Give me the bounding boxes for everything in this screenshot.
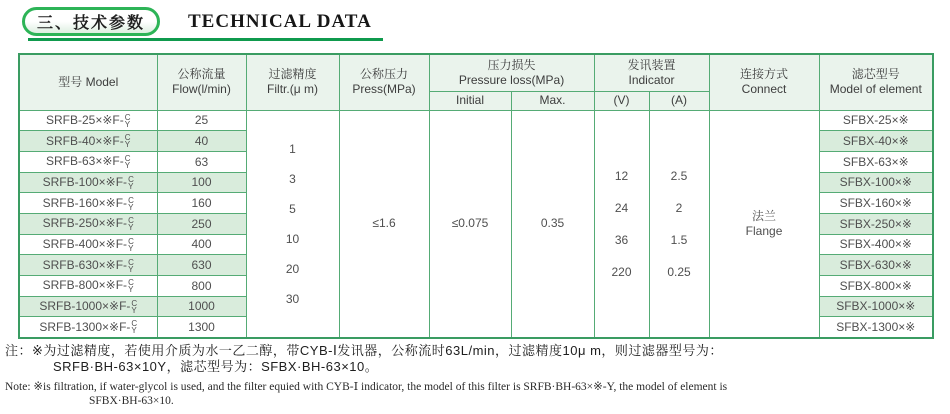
indicator-amps-values: 2.5 2 1.5 0.25: [667, 168, 691, 279]
flow-cell: 800: [157, 276, 246, 297]
loss-initial-cell: ≤0.075: [429, 110, 511, 338]
model-suffix: C Y: [128, 195, 134, 212]
col-header-pressure: 公称压力 Press(MPa): [339, 54, 429, 110]
element-cell: SFBX-630×※: [819, 255, 933, 276]
flow-cell: 100: [157, 172, 246, 193]
page-title: TECHNICAL DATA: [188, 11, 372, 32]
col-header-model: [19, 54, 157, 110]
col-header-indicator: 发讯装置 Indicator: [594, 54, 709, 91]
model-suffix: C Y: [128, 216, 134, 233]
filtration-cell: [246, 110, 339, 338]
element-cell: SFBX-160×※: [819, 193, 933, 214]
col-header-pressure-loss: 压力损失 Pressure loss(MPa): [429, 54, 594, 91]
subcol-header-volts: (V): [594, 91, 649, 110]
model-suffix: C Y: [131, 319, 138, 336]
flow-cell: 400: [157, 234, 246, 255]
indicator-amps-cell: [649, 110, 709, 338]
indicator-volts-values: 12 24 36 220: [611, 168, 632, 279]
note-chinese-line1: 注：※为过滤精度，若使用介质为水一乙二醇，带CYB-Ⅰ发讯器，公称流时63L/min，过滤精度10μ m，则过滤器型号为：: [5, 343, 723, 358]
connect-cell: 法兰 Flange: [709, 110, 819, 338]
model-cell: SRFB-400×※F-C Y: [19, 234, 157, 255]
element-cell: SFBX-800×※: [819, 276, 933, 297]
indicator-volts-cell: [594, 110, 649, 338]
model-suffix: C Y: [124, 112, 131, 129]
model-cell: SRFB-1000×※F-C Y: [19, 296, 157, 317]
col-header-filtration: 过滤精度 Filtr.(μ m): [246, 54, 339, 110]
model-cell: SRFB-630×※F-C Y: [19, 255, 157, 276]
model-cell: SRFB-160×※F-C Y: [19, 193, 157, 214]
subcol-header-initial: Initial: [429, 91, 511, 110]
model-cell: SRFB-100×※F-C Y: [19, 172, 157, 193]
flow-cell: 1000: [157, 296, 246, 317]
element-cell: SFBX-400×※: [819, 234, 933, 255]
subcol-header-amps: (A): [649, 91, 709, 110]
model-suffix: C Y: [128, 257, 134, 274]
press-cell: ≤1.6: [339, 110, 429, 338]
col-header-model-label: 型号 Model: [58, 75, 119, 90]
technical-data-table: [18, 53, 934, 339]
flow-cell: 25: [157, 110, 246, 131]
section-badge-label: 三、技术参数: [36, 15, 145, 32]
model-cell: SRFB-63×※F-C Y: [19, 151, 157, 172]
element-cell: SFBX-1300×※: [819, 317, 933, 338]
element-cell: SFBX-63×※: [819, 151, 933, 172]
model-suffix: C Y: [128, 278, 134, 295]
flow-cell: 160: [157, 193, 246, 214]
note-english-line1: Note: ※is filtration, if water-glycol is used, and the filter equied with CYB-Ⅰ indicator, the model of this filter is SRFB·BH-63×※-Y, the model of element is: [5, 381, 728, 393]
model-suffix: C Y: [128, 236, 134, 253]
model-suffix: C Y: [124, 133, 131, 150]
flow-cell: 63: [157, 151, 246, 172]
subcol-header-max: Max.: [511, 91, 594, 110]
table-row: [19, 110, 933, 131]
filtration-values: 1 3 5 10 20 30: [285, 141, 300, 306]
model-cell: SRFB-250×※F-C Y: [19, 213, 157, 234]
col-header-connect: 连接方式 Connect: [709, 54, 819, 110]
model-cell: SRFB-1300×※F-C Y: [19, 317, 157, 338]
technical-data-table-wrap: [18, 53, 934, 339]
element-cell: SFBX-40×※: [819, 131, 933, 152]
model-suffix: C Y: [131, 298, 138, 315]
element-cell: SFBX-1000×※: [819, 296, 933, 317]
model-suffix: C Y: [128, 174, 134, 191]
col-header-flow: 公称流量 Flow(l/min): [157, 54, 246, 110]
element-cell: SFBX-250×※: [819, 213, 933, 234]
note-chinese-line2: SRFB·BH-63×10Y，滤芯型号为：SFBX·BH-63×10。: [53, 359, 379, 374]
model-suffix: C Y: [124, 154, 131, 171]
model-cell: SRFB-25×※F-C Y: [19, 110, 157, 131]
flow-cell: 1300: [157, 317, 246, 338]
col-header-element: 滤芯型号 Model of element: [819, 54, 933, 110]
section-badge: [22, 7, 160, 36]
element-cell: SFBX-100×※: [819, 172, 933, 193]
flow-cell: 630: [157, 255, 246, 276]
model-cell: SRFB-800×※F-C Y: [19, 276, 157, 297]
note-english-line2: SFBX·BH-63×10.: [89, 395, 174, 407]
footnotes: [5, 343, 727, 408]
element-cell: SFBX-25×※: [819, 110, 933, 131]
model-cell: SRFB-40×※F-C Y: [19, 131, 157, 152]
loss-max-cell: 0.35: [511, 110, 594, 338]
title-underline: [28, 38, 383, 41]
flow-cell: 250: [157, 213, 246, 234]
flow-cell: 40: [157, 131, 246, 152]
